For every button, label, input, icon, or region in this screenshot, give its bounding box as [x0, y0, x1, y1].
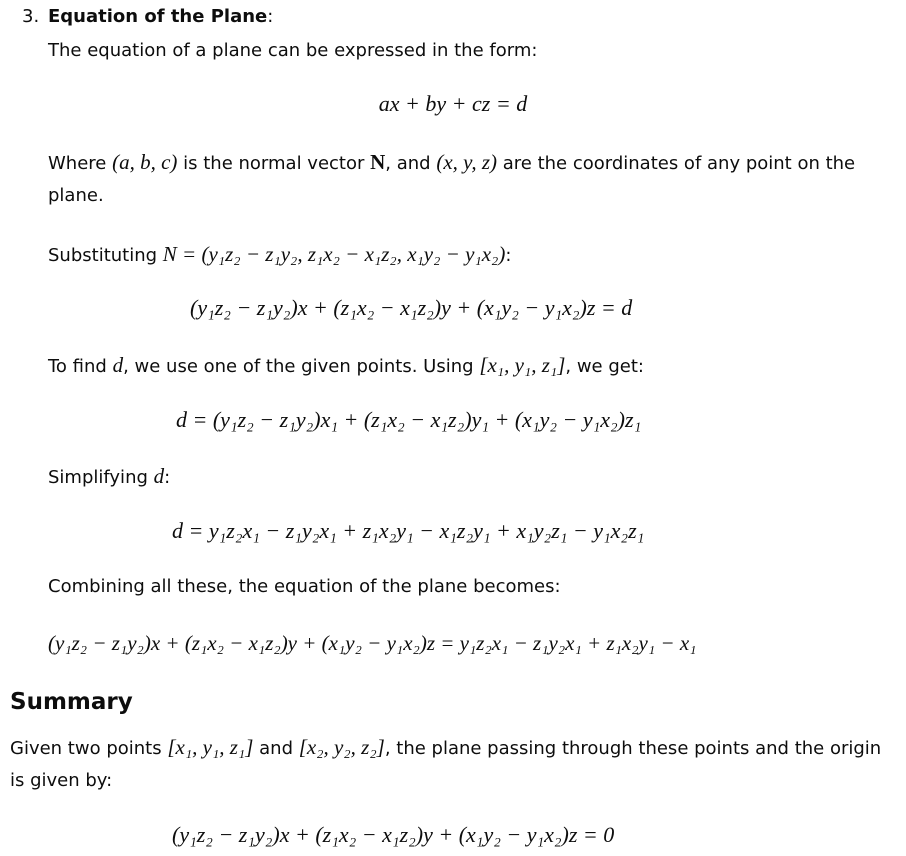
subst-expression: N = (y₁z₂ − z₁y₂, z₁x₂ − x₁z₂, x₁y₂ − y₁x₂) [162, 242, 506, 266]
where-mid1: is the normal vector [183, 153, 365, 174]
where-mid2: , and [385, 153, 431, 174]
equation-d: d = (y₁z₂ − z₁y₂)x₁ + (z₁x₂ − x₁z₂)y₁ + (x₁y₂ − y₁x₂)z₁ [176, 407, 642, 432]
intro-text: The equation of a plane can be expressed in the form: [48, 40, 538, 61]
find-d-symbol: d [112, 353, 124, 377]
where-prefix: Where [48, 153, 107, 174]
summary-point-2: [x₂, y₂, z₂] [298, 735, 385, 759]
section-title-colon: : [267, 6, 274, 27]
simplify-suffix: : [164, 467, 171, 488]
find-mid: , we use one of the given points. Using [123, 356, 474, 377]
section-title-text: Equation of the Plane [48, 6, 268, 27]
summary-line-1 [10, 735, 881, 760]
find-d-line [48, 353, 644, 378]
section-title [48, 6, 273, 27]
summary-heading: Summary [10, 689, 133, 715]
simplify-prefix: Simplifying [48, 467, 148, 488]
subst-prefix: Substituting [48, 245, 158, 266]
where-xyz: (x, y, z) [436, 150, 497, 174]
equation-final: (y₁z₂ − z₁y₂)x + (z₁x₂ − x₁z₂)y + (x₁y₂ − y₁x₂)z = 0 [172, 822, 615, 847]
summary-point-1: [x₁, y₁, z₁] [167, 735, 254, 759]
substituting-line [48, 242, 511, 267]
where-abc: (a, b, c) [112, 150, 178, 174]
summary-suffix: , the plane passing through these points and the origin [384, 738, 882, 759]
where-line-2: plane. [48, 185, 104, 206]
equation-substituted: (y₁z₂ − z₁y₂)x + (z₁x₂ − x₁z₂)y + (x₁y₂ − y₁x₂)z = d [190, 295, 633, 320]
equation-simplified: d = y₁z₂x₁ − z₁y₂x₁ + z₁x₂y₁ − x₁z₂y₁ + x₁y₂z₁ − y₁x₂z₁ [172, 518, 645, 543]
find-suffix: , we get: [565, 356, 644, 377]
find-prefix: To find [48, 356, 107, 377]
where-line [48, 150, 855, 175]
where-suffix: are the coordinates of any point on the [502, 153, 856, 174]
summary-and: and [259, 738, 294, 759]
summary-line-2: is given by: [10, 770, 113, 791]
find-point: [x₁, y₁, z₁] [479, 353, 566, 377]
summary-prefix: Given two points [10, 738, 162, 759]
simplifying-line [48, 464, 170, 489]
combining-text: Combining all these, the equation of the plane becomes: [48, 576, 561, 597]
subst-suffix: : [505, 245, 512, 266]
list-item-number: 3. [22, 6, 40, 27]
normal-vector-symbol: N [370, 150, 386, 174]
equation-combined: (y₁z₂ − z₁y₂)x + (z₁x₂ − x₁z₂)y + (x₁y₂ − y₁x₂)z = y₁z₂x₁ − z₁y₂x₁ + z₁x₂y₁ − x₁ [48, 631, 697, 655]
equation-plane: ax + by + cz = d [378, 91, 528, 116]
simplify-d-symbol: d [153, 464, 165, 488]
